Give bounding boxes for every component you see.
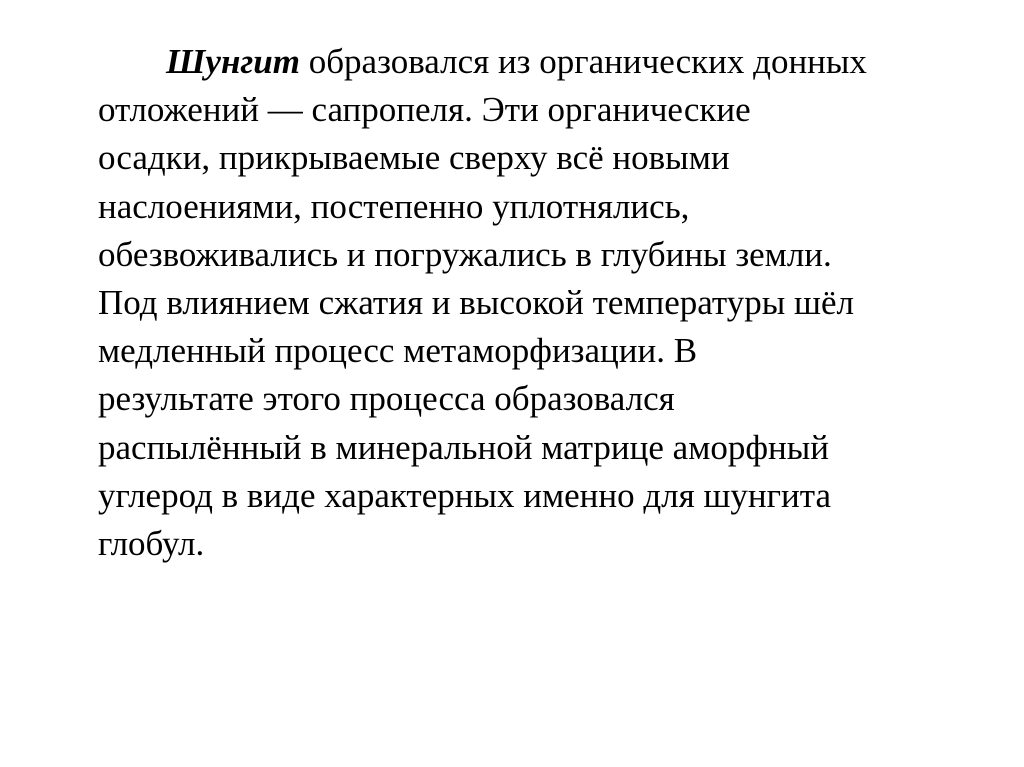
text-line-6: Под влиянием сжатия и высокой температуры шёл xyxy=(98,283,854,323)
text-line-11: глобул. xyxy=(98,524,205,564)
text-line-1 xyxy=(98,38,978,86)
text-line-4: наслоениями, постепенно уплотнялись, xyxy=(98,186,690,226)
text-line-3: осадки, прикрываемые сверху всё новыми xyxy=(98,138,730,178)
body-paragraph xyxy=(98,38,978,568)
text-line-7: медленный процесс метаморфизации. В xyxy=(98,331,698,371)
text-line-5: обезвоживались и погружались в глубины земли. xyxy=(98,234,832,274)
text-line-2: отложений — сапропеля. Эти органические xyxy=(98,90,751,130)
text-line-9: распылённый в минеральной матрице аморфный xyxy=(98,427,830,467)
text-line-1-rest: образовался из органических донных xyxy=(299,42,867,81)
text-line-10: углерод в виде характерных именно для шунгита xyxy=(98,475,832,515)
text-line-8: результате этого процесса образовался xyxy=(98,379,675,419)
highlighted-term: Шунгит xyxy=(166,42,300,81)
